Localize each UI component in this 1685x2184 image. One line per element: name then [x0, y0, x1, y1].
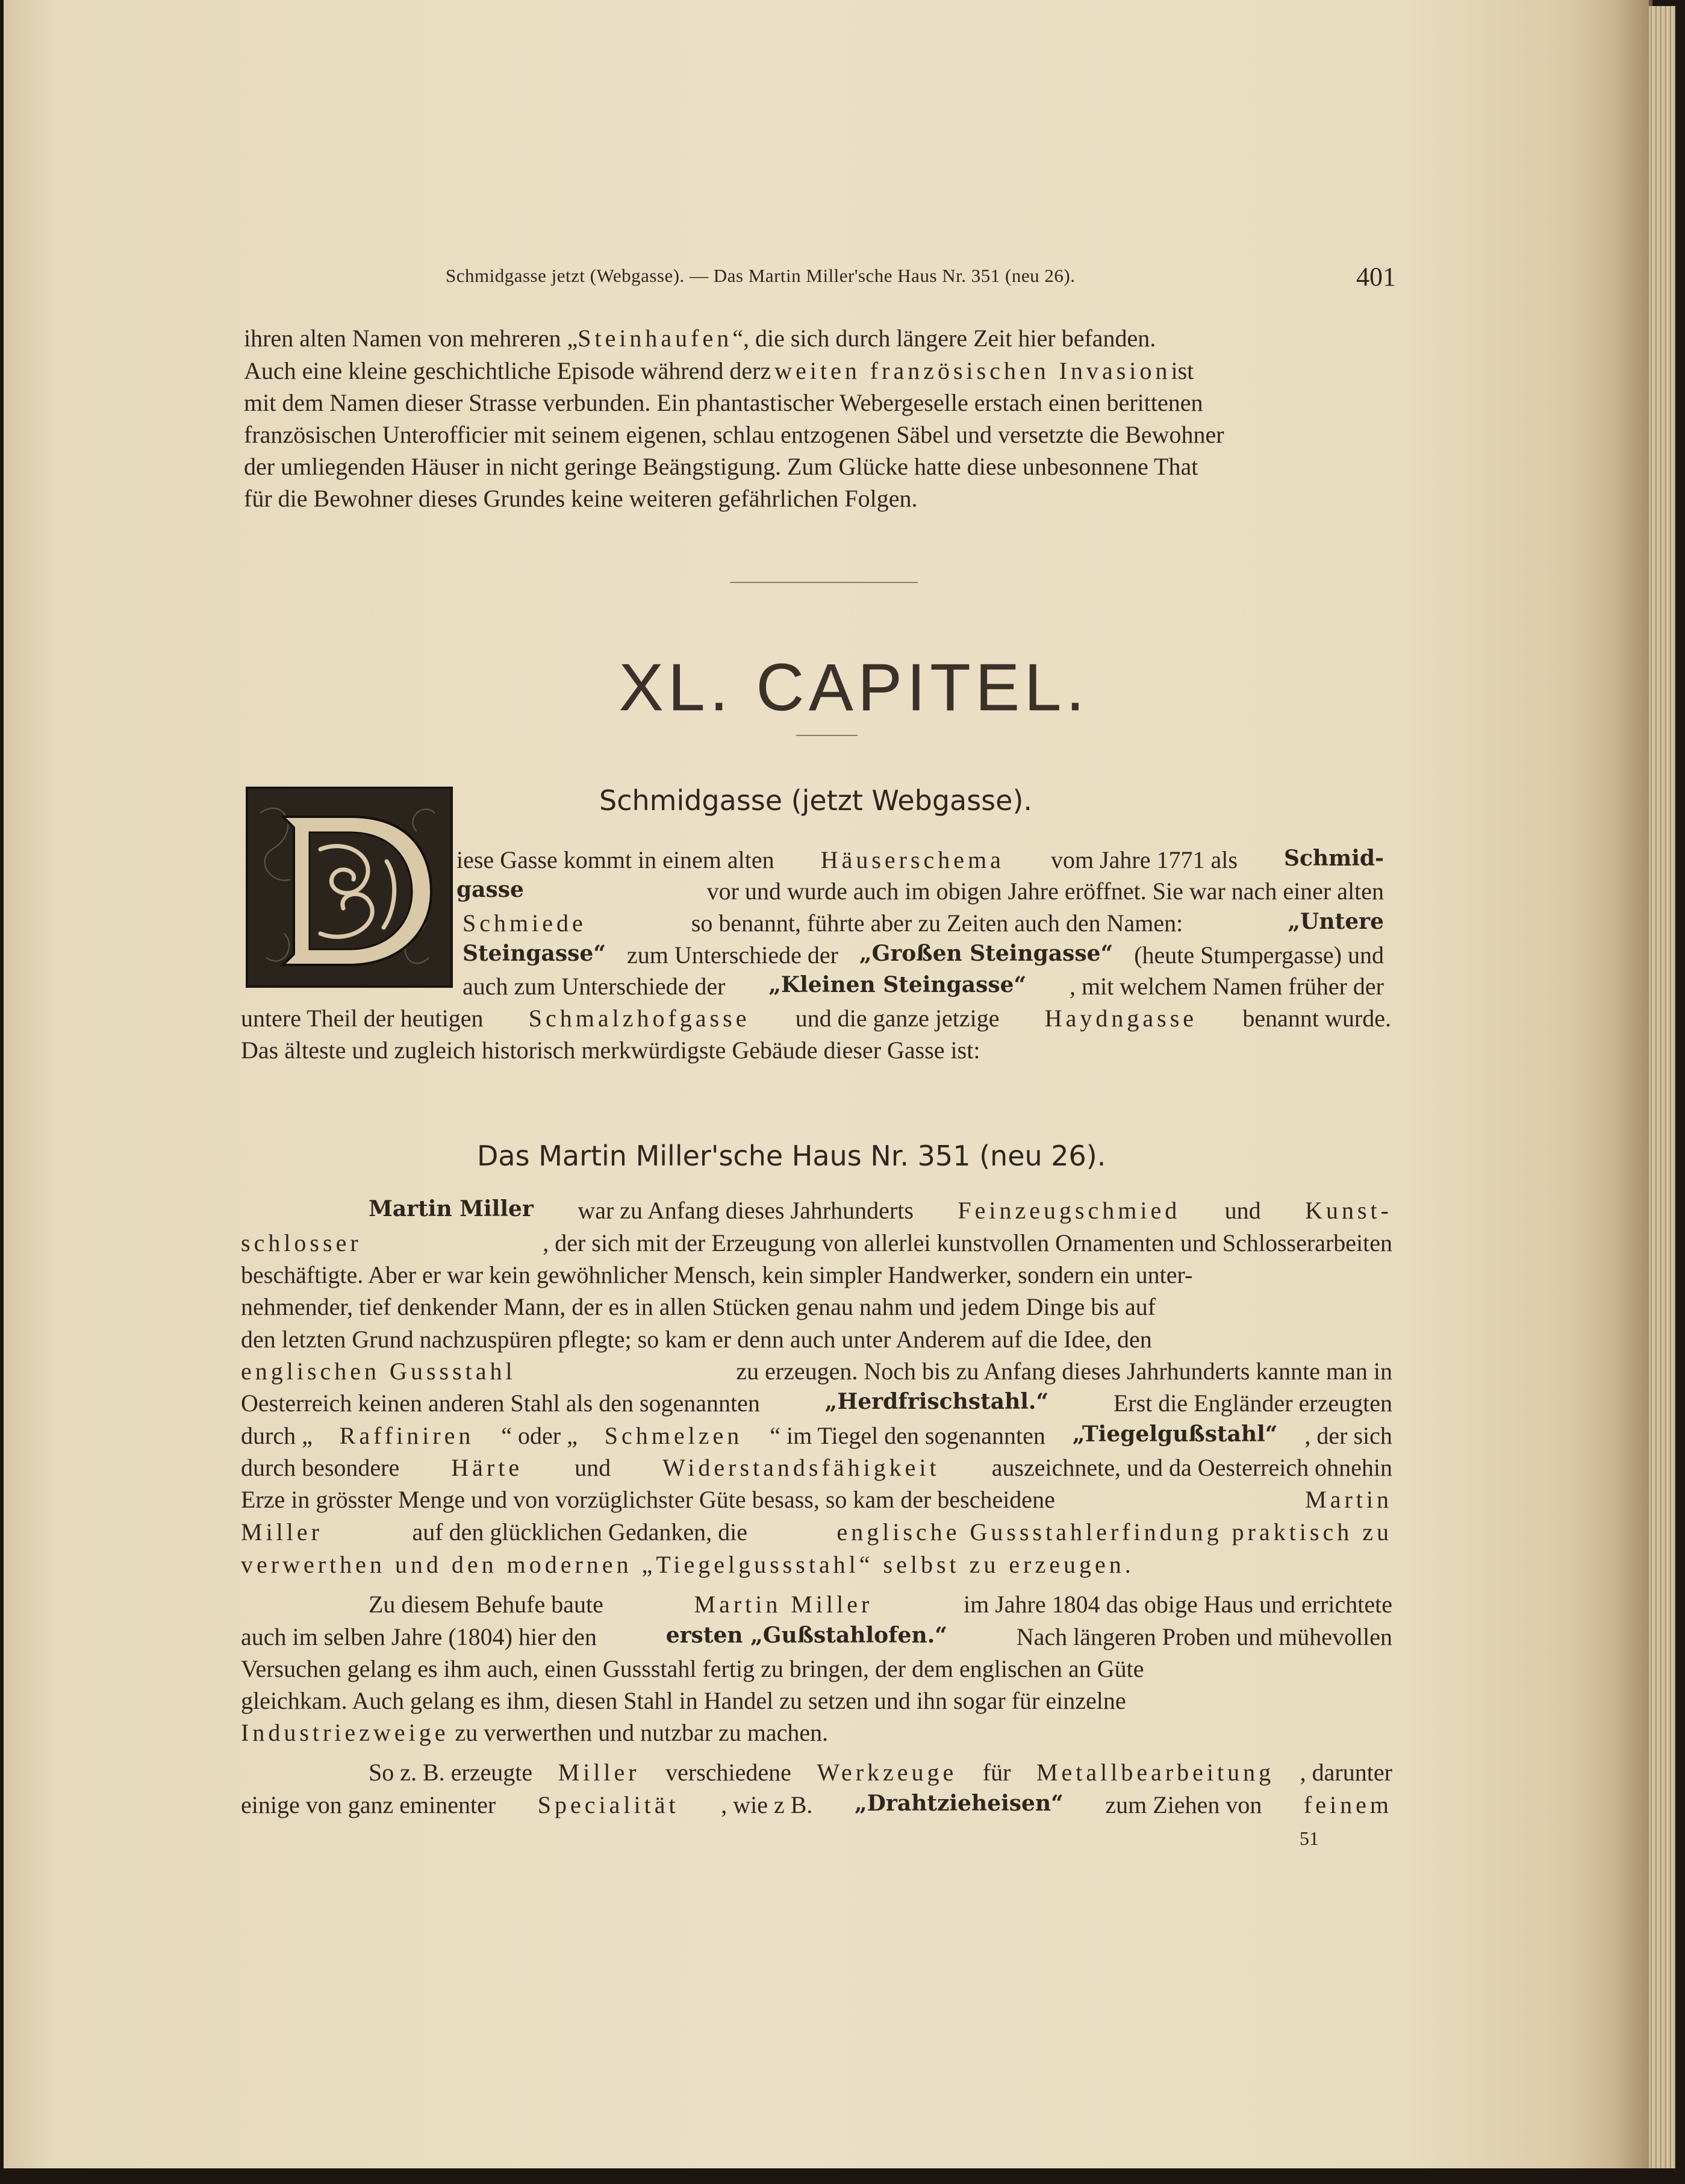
- s1-line-5: auch zum Unterschiede der „Kleinen Steingasse“ , mit welchem Namen früher der: [463, 972, 1384, 1000]
- p1-line-9: durch besondere Härte und Widerstandsfähigkeit auszeichnete, und da Oesterreich ohnehin: [241, 1454, 1392, 1481]
- p1-line-3: beschäftigte. Aber er war kein gewöhnlicher Mensch, kein simpler Handwerker, sondern ein unter-: [241, 1261, 1193, 1288]
- intro-line-1: [244, 324, 1397, 352]
- intro-text: ihren alten Namen von mehreren „Steinhaufen“, die sich durch längere Zeit hier befanden.: [244, 325, 1156, 352]
- p2-line-4: gleichkam. Auch gelang es ihm, diesen Stahl in Handel zu setzen und ihn sogar für einzelne: [241, 1687, 1126, 1714]
- section-divider: [730, 582, 918, 583]
- p1-line-8: durch „ Raffiniren “ oder „ Schmelzen “ im Tiegel den sogenannten „Tiegelgußstahl“ , der sich: [241, 1421, 1392, 1449]
- s1-line-1: iese Gasse kommt in einem alten Häuserschema vom Jahre 1771 als Schmid-: [456, 846, 1384, 873]
- page-number: 401: [1356, 262, 1396, 292]
- running-header: Schmidgasse jetzt (Webgasse). — Das Martin Miller'sche Haus Nr. 351 (neu 26).: [446, 265, 1076, 286]
- p1-line-10: Erze in grösster Menge und von vorzüglichster Güte besass, so kam der bescheidene Martin: [241, 1486, 1392, 1513]
- s1-line-6: untere Theil der heutigen Schmalzhofgasse und die ganze jetzige Haydngasse benannt wurde.: [241, 1005, 1391, 1032]
- section-heading: Das Martin Miller'sche Haus Nr. 351 (neu 26).: [477, 1140, 1106, 1172]
- intro-line-5: der umliegenden Häuser in nicht geringe Beängstigung. Zum Glücke hatte diese unbesonnene That: [244, 453, 1198, 480]
- p1-line-5: den letzten Grund nachzuspüren pflegte; so kam er denn auch unter Anderem auf die Idee, den: [241, 1326, 1152, 1353]
- s1-line-7: Das älteste und zugleich historisch merkwürdigste Gebäude dieser Gasse ist:: [241, 1037, 980, 1064]
- p2-line-3: Versuchen gelang es ihm auch, einen Gussstahl fertig zu bringen, der dem englischen an Güte: [241, 1655, 1144, 1682]
- intro-text: Auch eine kleine geschichtliche Episode während derzweiten französischen Invasionist: [244, 357, 1194, 384]
- p3-line-2: einige von ganz eminenter Specialität , wie z B. „Drahtzieheisen“ zum Ziehen von feinem: [241, 1791, 1392, 1818]
- p2-line-5: Industriezweige zu verwerthen und nutzbar zu machen.: [241, 1719, 829, 1746]
- p2-line-2: auch im selben Jahre (1804) hier den ersten „Gußstahlofen.“ Nach längeren Proben und mühevollen: [241, 1623, 1392, 1650]
- p1-line-11: Miller auf den glücklichen Gedanken, die englische Gussstahlerfindung praktisch zu: [241, 1518, 1392, 1546]
- s1-line-3: Schmiede so benannt, führte aber zu Zeiten auch den Namen: „Untere: [463, 909, 1384, 937]
- s1-line-4: Steingasse“ zum Unterschiede der „Großen Steingasse“ (heute Stumpergasse) und: [463, 941, 1384, 969]
- intro-line-6: für die Bewohner dieses Grundes keine weiteren gefährlichen Folgen.: [244, 485, 918, 512]
- intro-line-3: mit dem Namen dieser Strasse verbunden. Ein phantastischer Webergeselle erstach einen berittenen: [244, 389, 1203, 416]
- p3-line-1: So z. B. erzeugte Miller verschiedene Werkzeuge für Metallbearbeitung , darunter: [369, 1759, 1392, 1786]
- page-edges: [1649, 6, 1675, 2168]
- s1-line-2: gasse vor und wurde auch im obigen Jahre eröffnet. Sie war nach einer alten: [456, 877, 1384, 905]
- ornamental-initial: [246, 787, 453, 988]
- p1-line-7: Oesterreich keinen anderen Stahl als den sogenannten „Herdfrischstahl.“ Erst die Engländer erzeugten: [241, 1389, 1392, 1417]
- p2-line-1: Zu diesem Behufe baute Martin Miller im Jahre 1804 das obige Haus und errichtete: [369, 1591, 1392, 1618]
- intro-line-2: [244, 357, 1397, 385]
- chapter-title: XL. CAPITEL.: [619, 651, 1089, 725]
- chapter-heading: Schmidgasse (jetzt Webgasse).: [599, 784, 1033, 817]
- p1-line-2: schlosser , der sich mit der Erzeugung von allerlei kunstvollen Ornamenten und Schlosserarbeiten: [241, 1229, 1392, 1256]
- signature-mark: 51: [1300, 1827, 1319, 1849]
- p1-line-6: englischen Gussstahl zu erzeugen. Noch bis zu Anfang dieses Jahrhunderts kannte man in: [241, 1358, 1392, 1385]
- initial-d-icon: [248, 789, 450, 985]
- title-rule: [796, 735, 858, 736]
- p1-line-12: verwerthen und den modernen „Tiegelgussstahl“ selbst zu erzeugen.: [241, 1551, 1135, 1578]
- intro-line-4: französischen Unterofficier mit seinem eigenen, schlau entzogenen Säbel und versetzte die Bewohner: [244, 421, 1224, 448]
- p1-line-1: Martin Miller war zu Anfang dieses Jahrhunderts Feinzeugschmied und Kunst-: [369, 1196, 1392, 1224]
- p1-line-4: nehmender, tief denkender Mann, der es in allen Stücken genau nahm und jedem Dinge bis auf: [241, 1293, 1156, 1320]
